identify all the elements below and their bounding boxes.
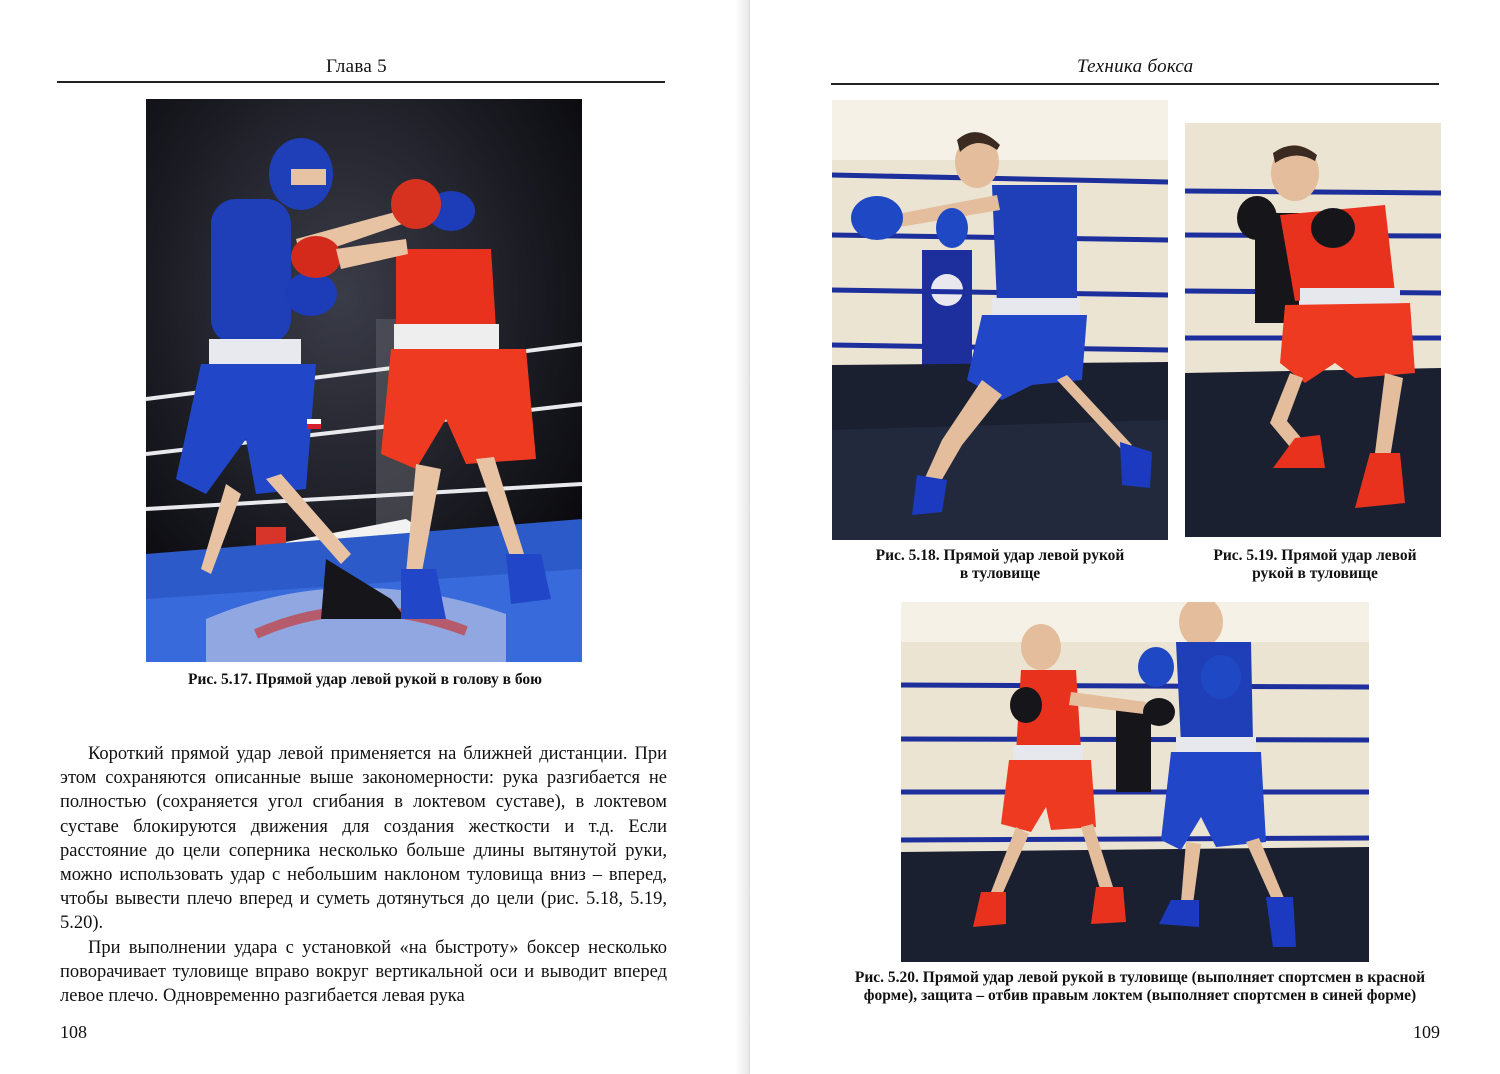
header-rule [831,83,1439,85]
body-paragraph-2: При выполнении удара с установкой «на быстроту» боксер несколько поворачивает туловище вправо вокруг вертикальной оси и выводит вперед левое плечо. Одновременно разгибается левая рука [60,937,667,1007]
figure-5-19-caption [1190,547,1440,583]
figure-5-18-caption [835,547,1165,583]
figure-5-20-caption-line1: Рис. 5.20. Прямой удар левой рукой в туловище (выполняет спортсмен в красной [854,969,1426,986]
body-paragraph-1: Короткий прямой удар левой применяется на ближней дистанции. При этом сохраняются описанные выше закономерности: рука разгибается не полностью (сохраняется угол сгибания в локтевом суставе), в локтевом суставе блокируются движения для создания жесткости и т.д. Если расстояние до цели соперника несколько больше длины вытянутой руки, можно использовать удар с небольшим наклоном туловища вниз – вперед, чтобы вывести плечо вперед и суметь дотянуться до цели (рис. 5.18, 5.19, 5.20). [60,744,667,934]
figure-5-18-caption-line2: в туловище [959,565,1041,582]
figure-5-17-caption: Рис. 5.17. Прямой удар левой рукой в голову в бою [188,671,542,688]
body-text [60,742,667,1008]
running-head-chapter: Глава 5 [326,56,387,77]
figure-5-18-photo [832,100,1168,540]
right-page [750,0,1500,1074]
running-head-section: Техника бокса [1077,56,1194,77]
figure-5-20-caption [830,969,1450,1005]
header-rule [57,81,665,83]
figure-5-20-photo [901,602,1369,962]
page-number-right: 109 [1413,1022,1440,1042]
figure-5-20-caption-line2: форме), защита – отбив правым локтем (выполняет спортсмен в синей форме) [863,987,1417,1004]
page-number-left: 108 [60,1022,87,1042]
figure-5-19-caption-line2: рукой в туловище [1252,565,1378,582]
figure-5-19-photo [1185,123,1441,537]
figure-5-19-caption-line1: Рис. 5.19. Прямой удар левой [1213,547,1417,564]
figure-5-17-photo [146,99,582,662]
figure-5-18-caption-line1: Рис. 5.18. Прямой удар левой рукой [875,547,1125,564]
